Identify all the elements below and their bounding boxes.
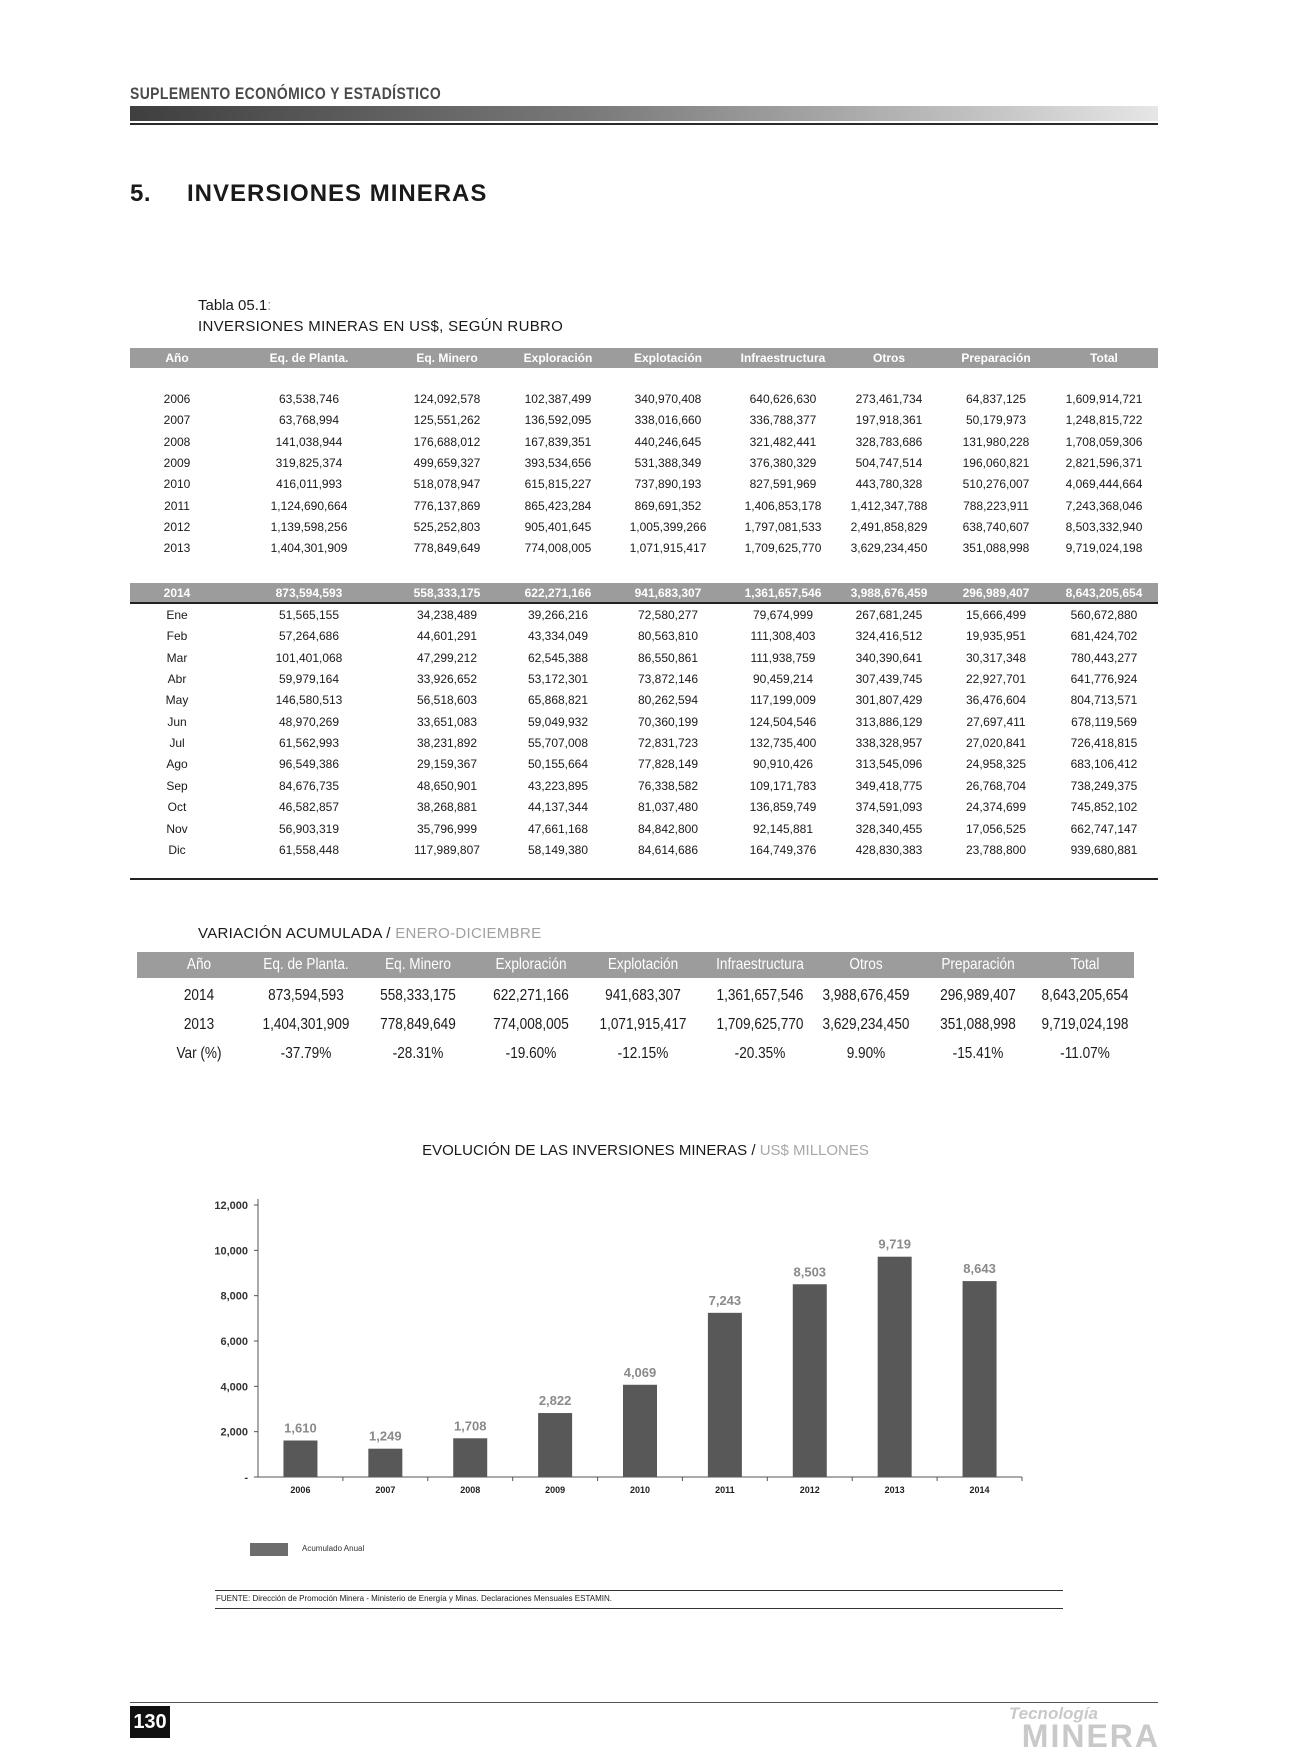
table1-2014-cell: 622,271,166 xyxy=(524,586,592,600)
table1-cell: 51,565,155 xyxy=(278,608,340,622)
table1-cell: 2010 xyxy=(163,477,191,492)
table1-cell: 1,248,815,722 xyxy=(1065,413,1143,428)
table2-cell: 1,361,657,546 xyxy=(716,987,804,1004)
table1-cell: 46,582,857 xyxy=(278,800,340,815)
table1-2014-cell: 8,643,205,654 xyxy=(1065,586,1143,600)
table2-cell: 1,404,301,909 xyxy=(262,1016,350,1033)
table1-cell: 39,266,216 xyxy=(527,608,589,622)
table2-cell: 3,988,676,459 xyxy=(822,987,910,1004)
table1-cell: 79,674,999 xyxy=(752,608,814,622)
table1-cell: 76,338,582 xyxy=(637,778,699,793)
table2-header-cell: Exploración xyxy=(495,956,567,973)
table1-cell: Jun xyxy=(167,714,187,729)
data-label: 2,822 xyxy=(538,1393,572,1409)
source-note: FUENTE: Dirección de Promoción Minera - Ministerio de Energía y Minas. Declaraciones Mensuales ESTAMIN. xyxy=(216,1594,612,1603)
table1-cell: 726,418,815 xyxy=(1070,736,1138,751)
table1-cell: 328,783,686 xyxy=(855,434,923,449)
bar xyxy=(283,1441,317,1477)
table1-cell: 136,859,749 xyxy=(749,800,817,815)
y-tick-label: - xyxy=(244,1472,248,1484)
table1-cell: Dic xyxy=(168,842,186,857)
table1-cell: 939,680,881 xyxy=(1070,842,1138,857)
table1-cell: 638,740,607 xyxy=(962,519,1030,534)
table1-cell: 84,842,800 xyxy=(637,821,699,836)
x-tick-label: 2012 xyxy=(799,1485,820,1495)
x-tick-label: 2006 xyxy=(290,1485,311,1495)
table2-cell: 1,071,915,417 xyxy=(599,1016,687,1033)
table1-cell: 737,890,193 xyxy=(634,477,702,492)
table2-header-cell: Infraestructura xyxy=(716,956,804,973)
table1-cell: Abr xyxy=(167,672,187,687)
data-label: 8,643 xyxy=(963,1261,996,1277)
table1-cell: 141,038,944 xyxy=(275,434,343,449)
table1-cell: 117,199,009 xyxy=(750,693,816,708)
table1-cell: 313,545,096 xyxy=(855,757,923,772)
table1-cell: Nov xyxy=(166,821,188,836)
table1-cell: 1,406,853,178 xyxy=(744,498,822,513)
table1-cell: 84,676,735 xyxy=(278,778,340,793)
table1-cell: 9,719,024,198 xyxy=(1065,541,1143,556)
table1-cell: 50,179,973 xyxy=(965,413,1027,428)
table1-cell: 340,970,408 xyxy=(634,392,702,406)
table1-cell: 72,580,277 xyxy=(637,608,699,622)
table1-cell: 90,459,214 xyxy=(752,672,814,687)
table1-cell: 23,788,800 xyxy=(965,842,1027,857)
table2-cell: 296,989,407 xyxy=(940,987,1016,1004)
table1-cell: 905,401,645 xyxy=(524,519,592,534)
table2-cell: 774,008,005 xyxy=(493,1016,569,1033)
table2-header-cell: Preparación xyxy=(941,956,1015,973)
table1-cell: 1,708,059,306 xyxy=(1065,434,1143,449)
table1-cell: 307,439,745 xyxy=(855,672,923,687)
table1-cell: 2011 xyxy=(164,498,190,513)
table1-cell: 63,768,994 xyxy=(278,413,340,428)
table1-cell: 440,246,645 xyxy=(634,434,702,449)
footer-rule xyxy=(130,1702,1158,1703)
table1-cell: 47,661,168 xyxy=(527,821,589,836)
table1-cell: 80,262,594 xyxy=(637,693,699,708)
table1-cell: 34,238,489 xyxy=(416,608,478,622)
table1-cell: 678,119,569 xyxy=(1071,714,1137,729)
table1-cell: 531,388,349 xyxy=(634,455,702,470)
table1-cell: 374,591,093 xyxy=(855,800,923,815)
table1-cell: 510,276,007 xyxy=(962,477,1030,492)
table1-cell: 560,672,880 xyxy=(1070,608,1138,622)
legend-swatch xyxy=(250,1543,288,1556)
x-tick-label: 2013 xyxy=(884,1485,905,1495)
table1-header-cell: Año xyxy=(165,351,189,365)
table1-cell: 96,549,386 xyxy=(278,757,340,772)
table1-cell: 865,423,284 xyxy=(524,498,592,513)
table1-cell: 50,155,664 xyxy=(527,757,589,772)
table1-header-cell: Exploración xyxy=(523,351,593,365)
y-tick-label: 8,000 xyxy=(220,1290,248,1303)
table2-cell: 558,333,175 xyxy=(380,987,456,1004)
table1-cell: 43,334,049 xyxy=(527,629,589,644)
data-label: 4,069 xyxy=(623,1364,657,1380)
table1-cell: 59,049,932 xyxy=(527,714,589,729)
table1-cell: 499,659,327 xyxy=(413,455,481,470)
table1-cell: 738,249,375 xyxy=(1070,778,1138,793)
x-tick-label: 2014 xyxy=(969,1485,990,1495)
table1-cell: Mar xyxy=(166,650,188,665)
table1-cell: May xyxy=(165,693,189,708)
table2-cell: 1,709,625,770 xyxy=(716,1016,804,1033)
table1-cell: 124,504,546 xyxy=(749,714,817,729)
bar xyxy=(453,1438,487,1477)
bar xyxy=(878,1257,912,1477)
table2-cell: -28.31% xyxy=(392,1045,444,1062)
y-tick-label: 6,000 xyxy=(220,1336,248,1348)
table1-cell: 8,503,332,940 xyxy=(1065,519,1143,534)
table1-cell: 780,443,277 xyxy=(1070,650,1138,665)
table1-cell: 778,849,649 xyxy=(413,541,481,556)
table2-cell: 622,271,166 xyxy=(493,987,569,1004)
table1-cell: 4,069,444,664 xyxy=(1065,477,1143,492)
table1-cell: 745,852,102 xyxy=(1070,800,1138,815)
table1-cell: 61,558,448 xyxy=(278,842,340,857)
table1-cell: 30,317,348 xyxy=(965,650,1027,665)
running-header: SUPLEMENTO ECONÓMICO Y ESTADÍSTICO xyxy=(130,84,442,103)
bar xyxy=(368,1449,402,1477)
table1-cell: 504,747,514 xyxy=(855,455,923,470)
table1-cell: 61,562,993 xyxy=(278,736,340,751)
data-label: 9,719 xyxy=(878,1236,911,1252)
table1-cell: 336,788,377 xyxy=(749,413,817,428)
source-rule-bottom xyxy=(215,1608,1063,1609)
table1-cell: 2013 xyxy=(163,541,191,556)
table1-cell: 19,935,951 xyxy=(965,629,1027,644)
table1-cell: 2,491,858,829 xyxy=(850,519,928,534)
table1-header-cell: Infraestructura xyxy=(740,351,826,365)
table1-cell: 146,580,513 xyxy=(275,693,343,708)
table1-cell: 313,886,129 xyxy=(855,714,923,729)
table1-cell: 2,821,596,371 xyxy=(1065,455,1143,470)
table1-2014-cell: 941,683,307 xyxy=(634,586,702,600)
table1-cell: 1,709,625,770 xyxy=(744,541,822,556)
table1-cell: 57,264,686 xyxy=(278,629,340,644)
table2-header-cell: Eq. de Planta. xyxy=(263,956,349,973)
table1-cell: 109,171,783 xyxy=(749,778,817,793)
table1-cell: 48,650,901 xyxy=(416,778,478,793)
table1-cell: 349,418,775 xyxy=(855,778,923,793)
table1-cell: 24,958,325 xyxy=(965,757,1027,772)
table1-cell: 1,139,598,256 xyxy=(270,519,348,534)
table2-cell: 8,643,205,654 xyxy=(1041,987,1129,1004)
table1-cell: 24,374,699 xyxy=(965,800,1027,815)
table2-header-cell: Explotación xyxy=(607,956,679,973)
table2-cell: -20.35% xyxy=(734,1045,786,1062)
table1-cell: Sep xyxy=(166,778,188,793)
table1-cell: 92,145,881 xyxy=(752,821,814,836)
table1-cell: 58,149,380 xyxy=(527,842,589,857)
table1-cell: 351,088,998 xyxy=(962,541,1030,556)
table2-header-cell: Otros xyxy=(849,956,883,973)
table1-cell: 117,989,807 xyxy=(414,842,480,857)
legend-label: Acumulado Anual xyxy=(302,1544,365,1553)
table1-cell: 827,591,969 xyxy=(749,477,817,492)
table1-cell: 683,106,412 xyxy=(1070,757,1138,772)
table2-cell: Var (%) xyxy=(176,1045,222,1062)
logo-line1: Tecnología xyxy=(1008,1704,1098,1723)
table1-cell: 63,538,746 xyxy=(278,392,340,406)
table1-cell: 428,830,383 xyxy=(855,842,923,857)
table1-cell: 53,172,301 xyxy=(527,672,589,687)
table1-cell: 1,797,081,533 xyxy=(744,519,822,534)
data-label: 1,249 xyxy=(369,1428,402,1444)
table1-2014-cell: 1,361,657,546 xyxy=(744,586,822,600)
table1-header-cell: Explotación xyxy=(633,351,702,365)
section-number: 5. xyxy=(130,180,152,207)
table1-cell: 2008 xyxy=(163,434,191,449)
table1-cell: 1,005,399,266 xyxy=(629,519,707,534)
table1-cell: 70,360,199 xyxy=(637,714,699,729)
table1-cell: 164,749,376 xyxy=(749,842,817,857)
table2-header-cell: Año xyxy=(186,956,212,973)
table1-cell: 1,412,347,788 xyxy=(850,498,928,513)
table1-cell: 17,056,525 xyxy=(965,821,1027,836)
table1-cell: 641,776,924 xyxy=(1070,672,1138,687)
table1-cell: 774,008,005 xyxy=(524,541,592,556)
x-tick-label: 2011 xyxy=(715,1485,735,1495)
table2-cell: 2013 xyxy=(183,1016,215,1033)
table1-2014-cell: 3,988,676,459 xyxy=(850,586,928,600)
table1-cell: 33,651,083 xyxy=(416,714,478,729)
table1-cell: 196,060,821 xyxy=(962,455,1030,470)
table1-cell: 38,268,881 xyxy=(416,800,478,815)
x-tick-label: 2007 xyxy=(375,1485,396,1495)
table1-2014-cell: 296,989,407 xyxy=(962,586,1030,600)
logo-line2: MINERA xyxy=(1021,1718,1160,1754)
table1-cell: 48,970,269 xyxy=(278,714,340,729)
table1-cell: 84,614,686 xyxy=(637,842,699,857)
table1-cell: 2009 xyxy=(163,455,191,470)
table1-cell: 65,868,821 xyxy=(527,693,589,708)
table2-header-cell: Total xyxy=(1070,956,1100,973)
table1-cell: 56,518,603 xyxy=(416,693,478,708)
table1-cell: 1,609,914,721 xyxy=(1065,392,1143,406)
table1-cell: 86,550,861 xyxy=(637,650,699,665)
table1-cell: 1,124,690,664 xyxy=(270,498,348,513)
y-tick-label: 10,000 xyxy=(214,1245,248,1258)
table1-caption-label: Tabla 05.1: xyxy=(198,297,272,314)
table1-cell: 35,796,999 xyxy=(416,821,478,836)
bar xyxy=(793,1284,827,1477)
table1-cell: 443,780,328 xyxy=(855,477,923,492)
table1-cell: 324,416,512 xyxy=(855,629,923,644)
table1-header-cell: Eq. de Planta. xyxy=(269,351,349,365)
table1-cell: 44,601,291 xyxy=(416,629,478,644)
table2-cell: 3,629,234,450 xyxy=(822,1016,910,1033)
table1-cell: 776,137,869 xyxy=(413,498,481,513)
source-rule-top xyxy=(215,1590,1063,1591)
table1-cell: 319,825,374 xyxy=(275,455,343,470)
table1-cell: 111,308,403 xyxy=(750,629,816,644)
table1-cell: 1,071,915,417 xyxy=(629,541,707,556)
table1-cell: 125,551,262 xyxy=(413,413,481,428)
table1-2014-cell: 558,333,175 xyxy=(413,586,481,600)
data-label: 1,610 xyxy=(284,1420,317,1436)
table1-cell: 3,629,234,450 xyxy=(850,541,928,556)
table1-cell: 338,328,957 xyxy=(855,736,923,751)
table1-cell: 90,910,426 xyxy=(752,757,814,772)
table1-cell: 111,938,759 xyxy=(750,650,816,665)
table1-cell: 1,404,301,909 xyxy=(270,541,348,556)
table1-cell: 681,424,702 xyxy=(1070,629,1138,644)
table1-cell: 72,831,723 xyxy=(637,736,699,751)
table1-cell: 132,735,400 xyxy=(749,736,817,751)
table2-cell: 351,088,998 xyxy=(940,1016,1016,1033)
table1-cell: 301,807,429 xyxy=(855,693,923,708)
table1-cell: 15,666,499 xyxy=(965,608,1027,622)
table1-cell: 518,078,947 xyxy=(413,477,481,492)
table2-cell: 2014 xyxy=(183,987,215,1004)
table2-cell: -15.41% xyxy=(952,1045,1004,1062)
y-tick-label: 12,000 xyxy=(214,1200,248,1212)
table1-cell: 662,747,147 xyxy=(1070,821,1138,836)
table1-cell: 416,011,993 xyxy=(276,477,342,492)
table1-cell: 47,299,212 xyxy=(416,650,478,665)
table1-cell: 525,252,803 xyxy=(413,519,481,534)
table1-header-cell: Total xyxy=(1090,351,1118,365)
table1-cell: Oct xyxy=(167,800,187,815)
table1-cell: 7,243,368,046 xyxy=(1065,498,1143,513)
table1-cell: 136,592,095 xyxy=(524,413,592,428)
table1-header-cell: Preparación xyxy=(961,351,1031,365)
table1-cell: 64,837,125 xyxy=(965,392,1027,406)
table1-cell: 804,713,571 xyxy=(1070,693,1138,708)
table1-cell: 101,401,068 xyxy=(275,650,343,665)
table1-cell: 267,681,245 xyxy=(855,608,923,622)
table1-cell: 869,691,352 xyxy=(634,498,702,513)
table2-header-cell: Eq. Minero xyxy=(385,956,451,973)
table1-cell: 393,534,656 xyxy=(524,455,592,470)
table1-cell: 77,828,149 xyxy=(637,757,699,772)
data-label: 8,503 xyxy=(793,1264,827,1280)
table1-cell: 27,020,841 xyxy=(965,736,1027,751)
table2-cell: -37.79% xyxy=(280,1045,332,1062)
table1-cell: 55,707,008 xyxy=(527,736,589,751)
table1-cell: 29,159,367 xyxy=(416,757,478,772)
table1-header-cell: Otros xyxy=(872,351,905,365)
table2-cell: 9.90% xyxy=(846,1045,886,1062)
table1-cell: 788,223,911 xyxy=(963,498,1029,513)
table2-cell: -12.15% xyxy=(617,1045,669,1062)
table1-cell: 167,839,351 xyxy=(524,434,592,449)
table1-cell: Jul xyxy=(169,736,185,751)
table1-cell: 44,137,344 xyxy=(527,800,589,815)
x-tick-label: 2008 xyxy=(460,1485,481,1495)
table1-cell: 340,390,641 xyxy=(855,650,923,665)
table1-cell: 131,980,228 xyxy=(962,434,1030,449)
data-label: 1,708 xyxy=(453,1418,487,1434)
table1-cell: 36,476,604 xyxy=(965,693,1027,708)
section-title: INVERSIONES MINERAS xyxy=(187,180,488,207)
table2-caption: VARIACIÓN ACUMULADA / ENERO-DICIEMBRE xyxy=(198,925,542,942)
bar-chart xyxy=(180,1180,1040,1510)
bar xyxy=(538,1413,572,1477)
table1-cell: 38,231,892 xyxy=(416,736,478,751)
table1-cell: 22,927,701 xyxy=(965,672,1027,687)
table1-caption-title: INVERSIONES MINERAS EN US$, SEGÚN RUBRO xyxy=(198,318,564,335)
table1-cell: 640,626,630 xyxy=(749,392,817,406)
table2-cell: -19.60% xyxy=(505,1045,557,1062)
table1-cell: 62,545,388 xyxy=(527,650,589,665)
x-tick-label: 2009 xyxy=(545,1485,566,1495)
chart-title: EVOLUCIÓN DE LAS INVERSIONES MINERAS / US$ MILLONES xyxy=(422,1142,869,1159)
table1-cell: 81,037,480 xyxy=(637,800,699,815)
table1-cell: 273,461,734 xyxy=(855,392,923,406)
table1-cell: 73,872,146 xyxy=(637,672,699,687)
table1-cell: 27,697,411 xyxy=(966,714,1026,729)
table1-cell: 376,380,329 xyxy=(749,455,817,470)
table1-cell: 2006 xyxy=(163,392,191,406)
table1-cell: 321,482,441 xyxy=(749,434,817,449)
table1-cell: 33,926,652 xyxy=(416,672,478,687)
table1-cell: 615,815,227 xyxy=(524,477,592,492)
table2-cell: 873,594,593 xyxy=(268,987,344,1004)
table2-cell: -11.07% xyxy=(1060,1045,1110,1062)
table1-cell: 102,387,499 xyxy=(524,392,592,406)
table1-cell: Ago xyxy=(166,757,188,772)
data-label: 7,243 xyxy=(708,1292,742,1308)
y-tick-label: 2,000 xyxy=(220,1426,248,1439)
table2-cell: 9,719,024,198 xyxy=(1041,1016,1129,1033)
y-tick-label: 4,000 xyxy=(220,1381,248,1394)
table1-cell: 59,979,164 xyxy=(278,672,340,687)
table1-cell: 80,563,810 xyxy=(637,629,699,644)
table2-cell: 778,849,649 xyxy=(380,1016,456,1033)
table1-2014-cell: 873,594,593 xyxy=(275,586,343,600)
table1-cell: 26,768,704 xyxy=(965,778,1027,793)
table1-cell: 43,223,895 xyxy=(527,778,589,793)
bar xyxy=(623,1385,657,1477)
table1-cell: 124,092,578 xyxy=(413,392,481,406)
table1-header-cell: Eq. Minero xyxy=(416,351,478,365)
table1-cell: Ene xyxy=(166,608,188,622)
bar xyxy=(708,1313,742,1477)
table1-cell: 338,016,660 xyxy=(634,413,702,428)
publication-logo xyxy=(990,1704,1160,1754)
x-tick-label: 2010 xyxy=(629,1485,651,1495)
table1-cell: 176,688,012 xyxy=(413,434,481,449)
table1-cell: 328,340,455 xyxy=(855,821,923,836)
table1-cell: 56,903,319 xyxy=(278,821,340,836)
table1-cell: 197,918,361 xyxy=(855,413,923,428)
table1-cell: Feb xyxy=(166,629,188,644)
table1-2014-cell: 2014 xyxy=(163,586,191,600)
table1-cell: 2012 xyxy=(163,519,191,534)
table2-cell: 941,683,307 xyxy=(605,987,681,1004)
page-number: 130 xyxy=(130,1706,170,1738)
table1-cell: 2007 xyxy=(163,413,191,428)
bar xyxy=(963,1281,997,1477)
